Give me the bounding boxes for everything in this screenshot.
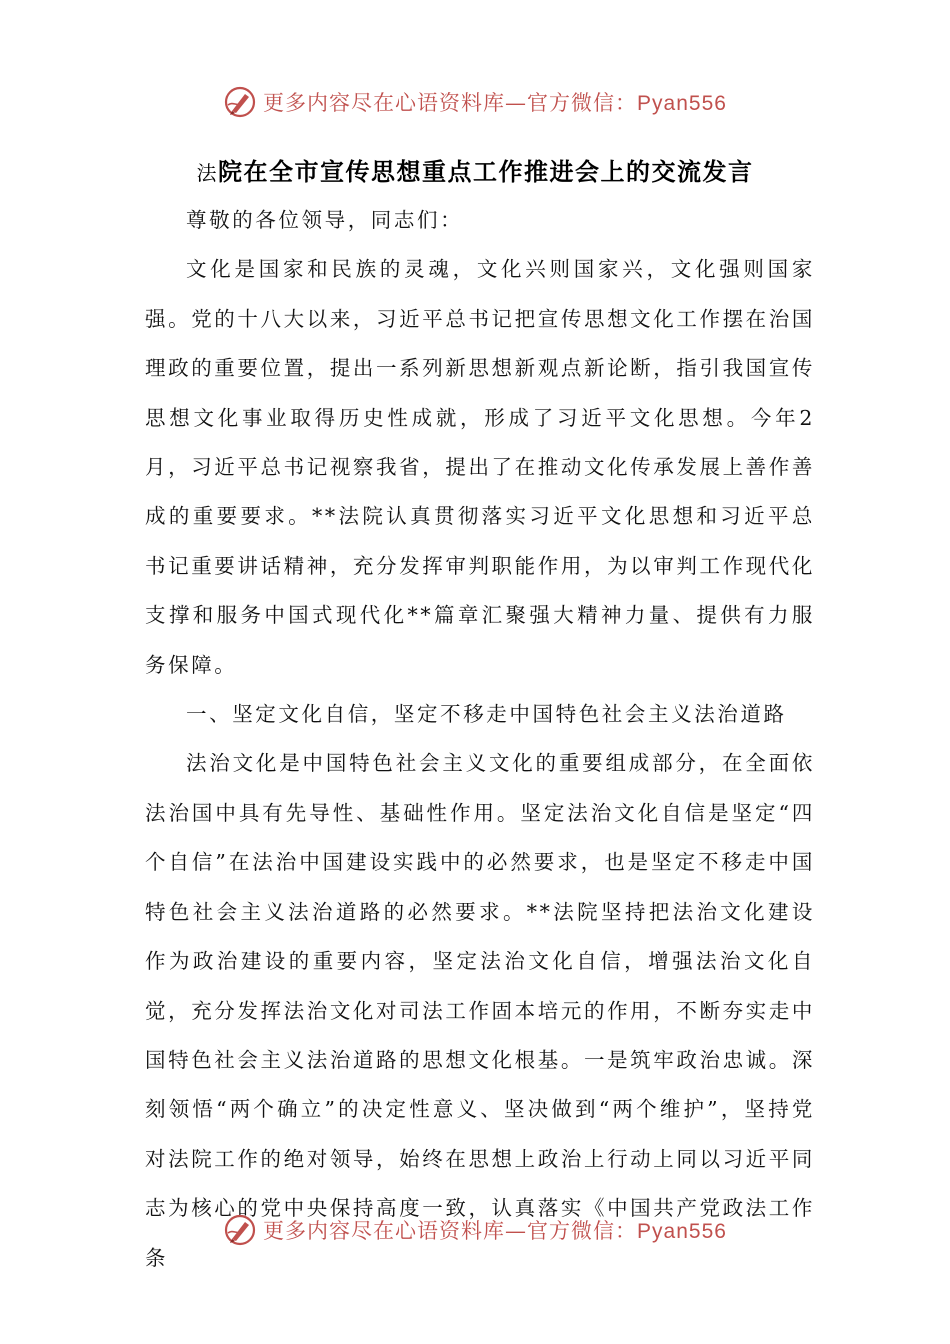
watermark-text-cn: 更多内容尽在心语资料库—官方微信： <box>263 1219 638 1243</box>
title-main: 院在全市宣传思想重点工作推进会上的交流发言 <box>218 157 754 186</box>
pen-logo-icon <box>223 1213 257 1247</box>
watermark-wechat-id: Pyan556 <box>637 1220 727 1243</box>
paragraph-intro: 文化是国家和民族的灵魂，文化兴则国家兴，文化强则国家强。党的十八大以来，习近平总书记把宣传思想文化工作摆在治国理政的重要位置，提出一系列新思想新观点新论断，指引我国宣传思想文化事业取得历史性成就，形成了习近平文化思想。今年2月，习近平总书记视察我省，提出了在推动文化传承发展上善作善成的重要要求。**法院认真贯彻落实习近平文化思想和习近平总书记重要讲话精神，充分发挥审判职能作用，为以审判工作现代化支撑和服务中国式现代化**篇章汇聚强大精神力量、提供有力服务保障。 <box>145 257 815 677</box>
watermark-text-cn: 更多内容尽在心语资料库—官方微信： <box>263 91 638 115</box>
watermark-banner-top <box>0 82 950 122</box>
title-prefix: 法 <box>196 161 218 185</box>
section-heading-1: 一、坚定文化自信，坚定不移走中国特色社会主义法治道路 <box>186 702 787 727</box>
watermark-text <box>263 87 727 117</box>
watermark-text <box>263 1215 727 1245</box>
watermark-wechat-id: Pyan556 <box>637 92 727 115</box>
paragraph-section-1: 法治文化是中国特色社会主义文化的重要组成部分，在全面依法治国中具有先导性、基础性作用。坚定法治文化自信是坚定“四个自信”在法治中国建设实践中的必然要求，也是坚定不移走中国特色社会主义法治道路的必然要求。**法院坚持把法治文化建设作为政治建设的重要内容，坚定法治文化自信，增强法治文化自觉，充分发挥法治文化对司法工作固本培元的作用，不断夯实走中国特色社会主义法治道路的思想文化根基。一是筑牢政治忠诚。深刻领悟“两个确立”的决定性意义、坚决做到“两个维护”，坚持党对法院工作的绝对领导，始终在思想上政治上行动上同以习近平同志为核心的党中央保持高度一致，认真落实《中国共产党政法工作条 <box>145 751 815 1270</box>
pen-logo-icon <box>223 85 257 119</box>
watermark-banner-bottom <box>0 1210 950 1250</box>
page-title <box>0 152 950 187</box>
salutation: 尊敬的各位领导，同志们： <box>186 208 464 232</box>
document-body <box>145 196 815 1283</box>
